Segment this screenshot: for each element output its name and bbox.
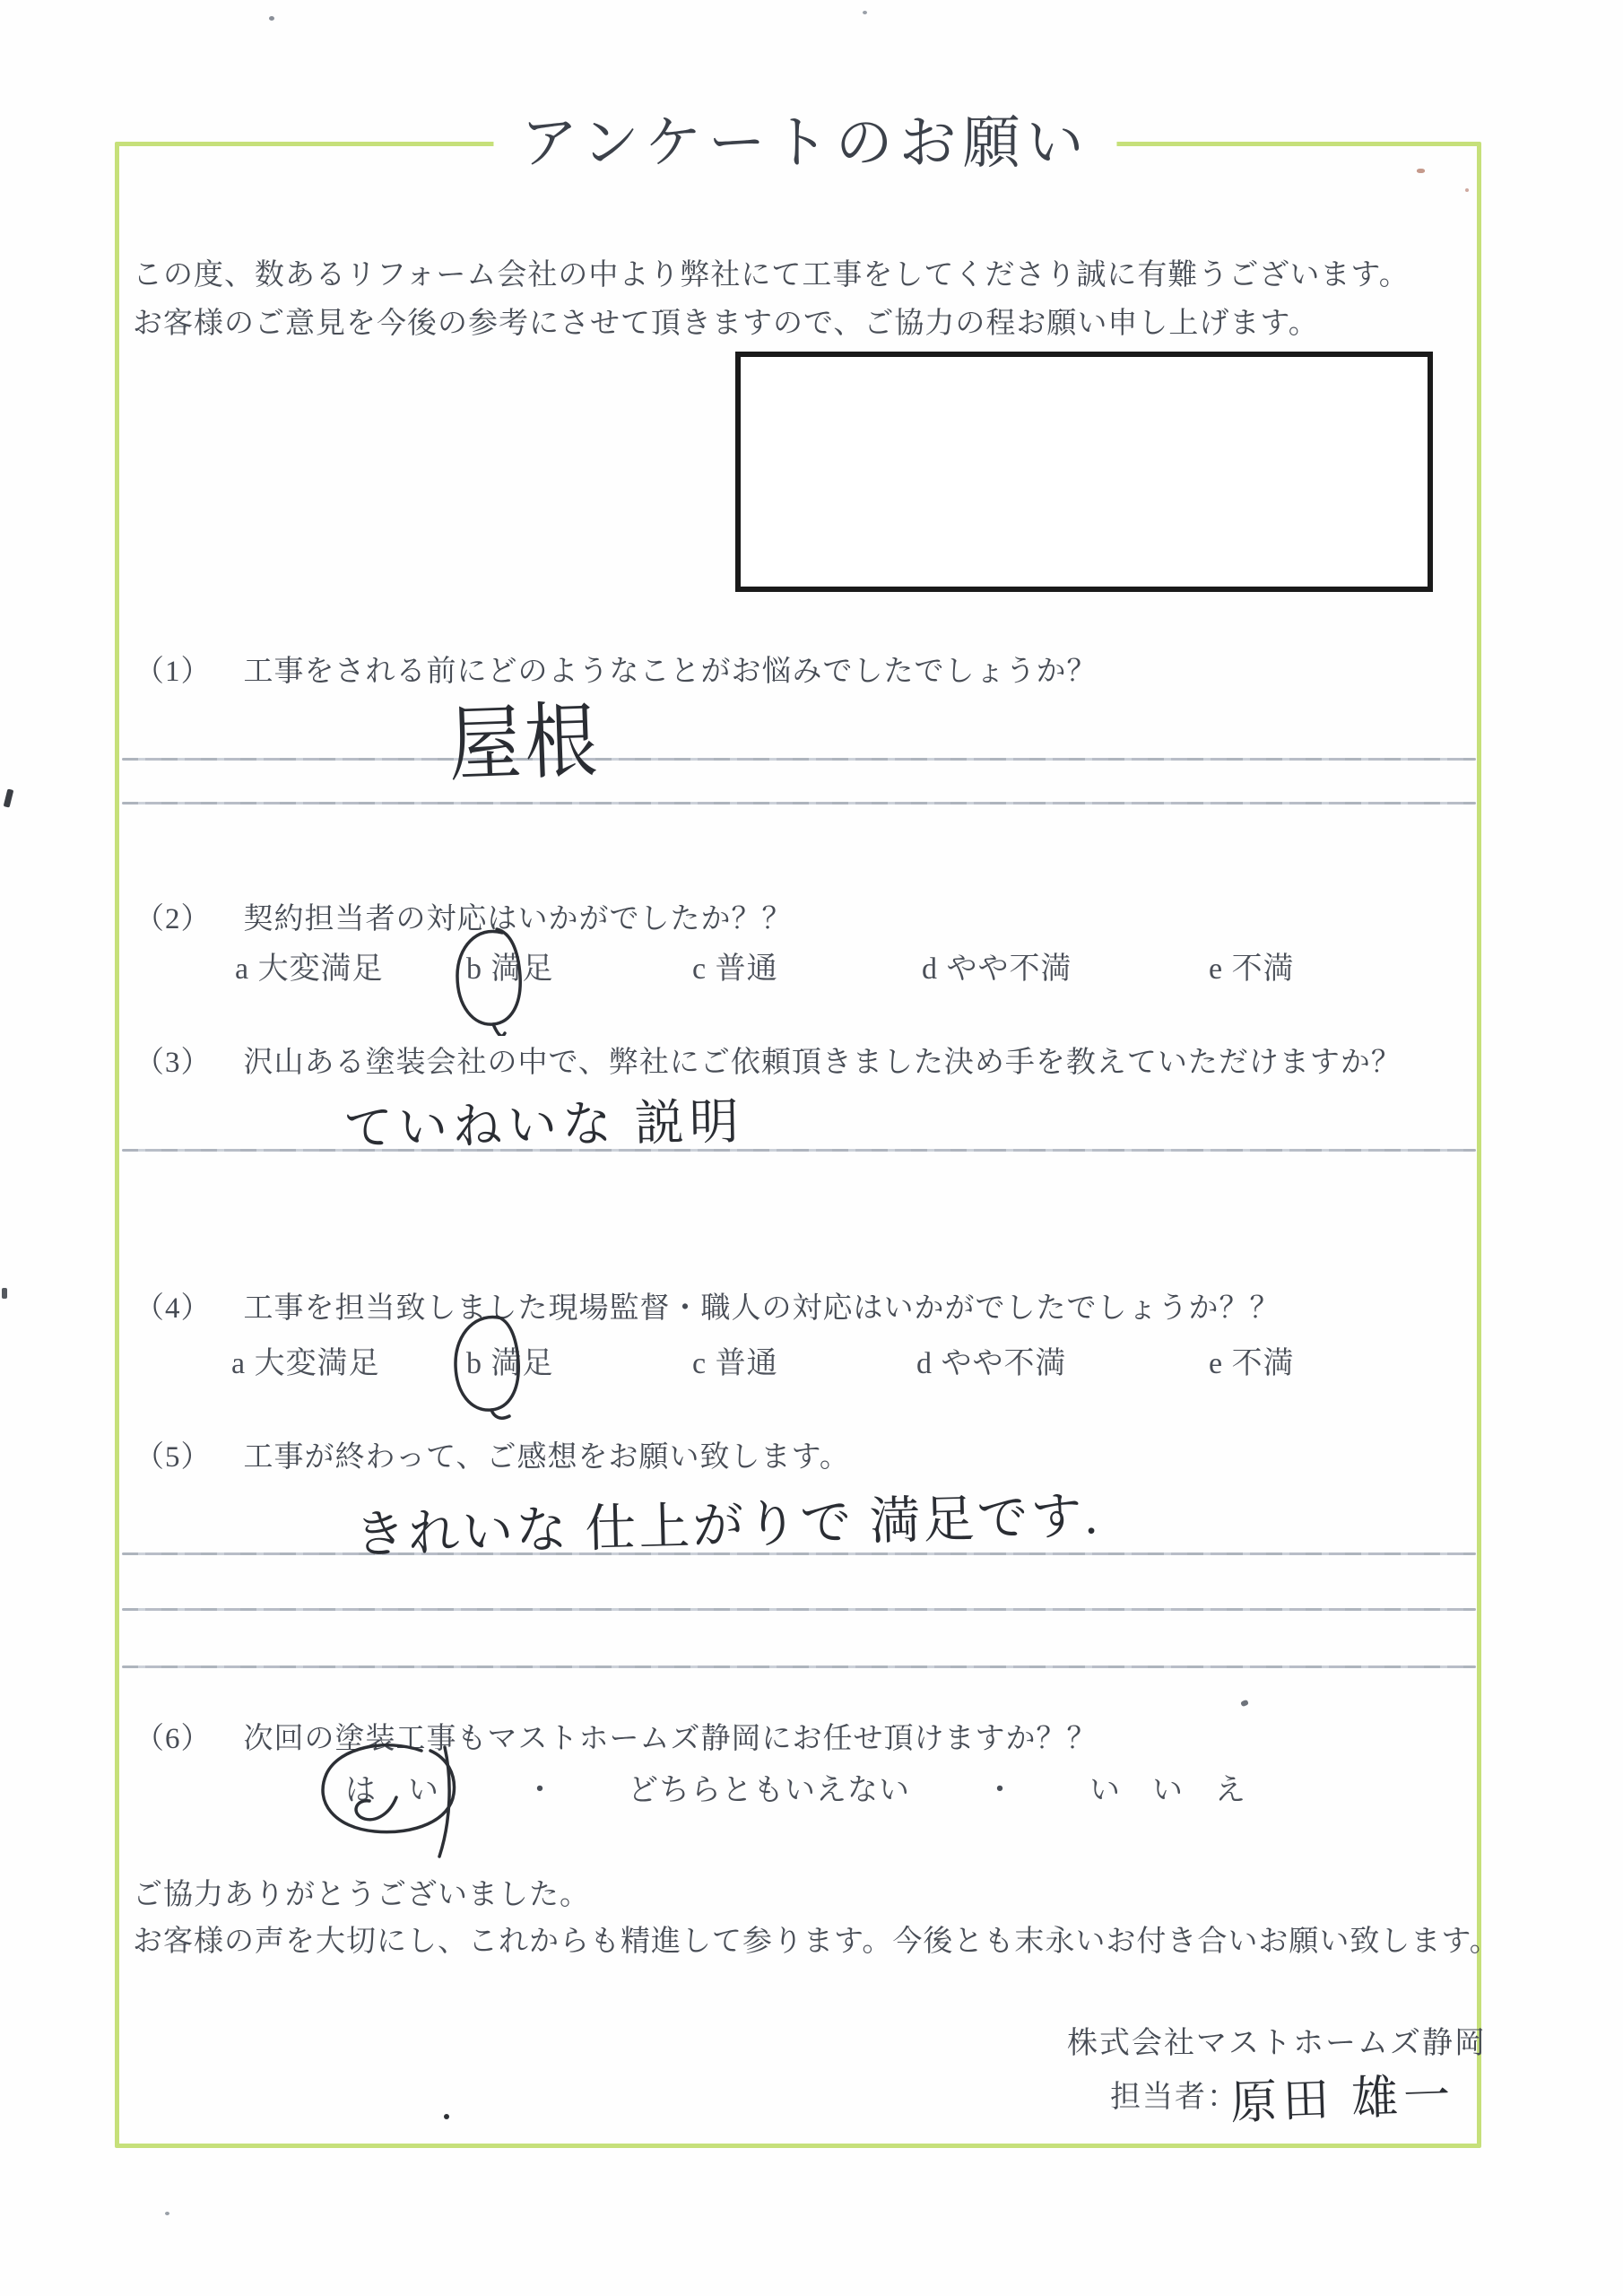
q4-option-b: b 満足: [466, 1347, 554, 1380]
question-6-number: （6）: [135, 1723, 212, 1755]
q6-separator: ・: [985, 1774, 1016, 1807]
staff-label: 担当者：: [1110, 2081, 1239, 2114]
question-2-number: （2）: [135, 903, 212, 935]
answer-line: [122, 1149, 1476, 1152]
scan-speck: [4, 788, 14, 807]
q2-option-b: b 満足: [466, 952, 554, 986]
handwritten-circle-q2-option-b: [448, 924, 534, 1036]
q2-option-d: d やや不満: [922, 952, 1072, 986]
q4-option-c: c 普通: [692, 1347, 778, 1380]
q6-option-neutral: どちらともいえない: [628, 1774, 910, 1807]
question-3: [135, 1039, 1402, 1081]
question-4: [135, 1284, 1280, 1326]
q2-option-c: c 普通: [692, 952, 778, 986]
scan-speck: [2, 1288, 7, 1299]
question-3-number: （3）: [135, 1047, 212, 1079]
question-4-text: 工事を担当致しました現場監督・職人の対応はいかがでしたでしょうか？？: [243, 1292, 1280, 1325]
question-4-number: （4）: [135, 1292, 212, 1325]
handwritten-staff-signature: 原田 雄一: [1229, 2070, 1457, 2130]
question-5-number: （5）: [135, 1441, 212, 1474]
handwritten-answer-q1: 屋根: [447, 695, 603, 792]
q4-option-e: e 不満: [1209, 1347, 1295, 1380]
question-1-text: 工事をされる前にどのようなことがお悩みでしたでしょうか？: [243, 656, 1098, 688]
q4-option-a: a 大変満足: [231, 1347, 380, 1380]
handwritten-circle-q6-yes: [314, 1738, 471, 1864]
scan-speck: [269, 16, 274, 21]
answer-line: [122, 1665, 1476, 1668]
closing-line-2: お客様の声を大切にし、これからも精進して参ります。今後とも末永いお付き合いお願い致します。: [133, 1926, 1500, 1958]
intro-line-2: お客様のご意見を今後の参考にさせて頂きますので、ご協力の程お願い申し上げます。: [133, 308, 1319, 340]
scan-speck: [1417, 169, 1425, 173]
handwritten-answer-q3: ていねいな 説明: [343, 1094, 745, 1156]
question-1: [135, 648, 1098, 690]
q6-separator: ・: [525, 1774, 556, 1807]
customer-info-box: [735, 352, 1433, 592]
closing-line-1: ご協力ありがとうございました。: [133, 1879, 590, 1911]
intro-line-1: この度、数あるリフォーム会社の中より弊社にて工事をしてくださり誠に有難うございます。: [133, 259, 1410, 291]
question-6-text: 次回の塗装工事もマストホームズ静岡にお任せ頂けますか？？: [243, 1723, 1098, 1755]
title-wrap: [493, 97, 1116, 179]
scan-speck: [863, 11, 867, 14]
question-6: [135, 1715, 1098, 1757]
question-2-options: [0, 944, 1623, 988]
handwritten-circle-q4-option-b: [447, 1311, 532, 1423]
scan-speck: [444, 2114, 449, 2119]
question-5-text: 工事が終わって、ご感想をお願い致します。: [243, 1441, 850, 1474]
question-6-options: [0, 1765, 1623, 1810]
answer-line: [122, 802, 1476, 804]
question-3-text: 沢山ある塗装会社の中で、弊社にご依頼頂きました決め手を教えていただけますか？: [243, 1047, 1402, 1079]
q4-option-d: d やや不満: [916, 1347, 1067, 1380]
scan-speck: [165, 2212, 169, 2215]
question-1-number: （1）: [135, 656, 212, 688]
scan-speck: [1465, 188, 1469, 192]
q6-option-no: い い え: [1089, 1774, 1246, 1807]
q2-option-a: a 大変満足: [235, 952, 384, 986]
q6-option-yes: は い: [345, 1774, 439, 1807]
page-title: アンケートのお願い: [520, 111, 1090, 175]
question-5: [135, 1433, 850, 1475]
company-name: 株式会社マストホームズ静岡: [1067, 2027, 1487, 2060]
answer-line: [122, 758, 1476, 761]
question-4-options: [0, 1338, 1623, 1383]
q2-option-e: e 不満: [1209, 952, 1295, 986]
question-2-text: 契約担当者の対応はいかがでしたか？？: [243, 903, 793, 935]
answer-line: [122, 1608, 1476, 1611]
handwritten-answer-q5: きれいな 仕上がりで 満足です.: [353, 1488, 1101, 1564]
